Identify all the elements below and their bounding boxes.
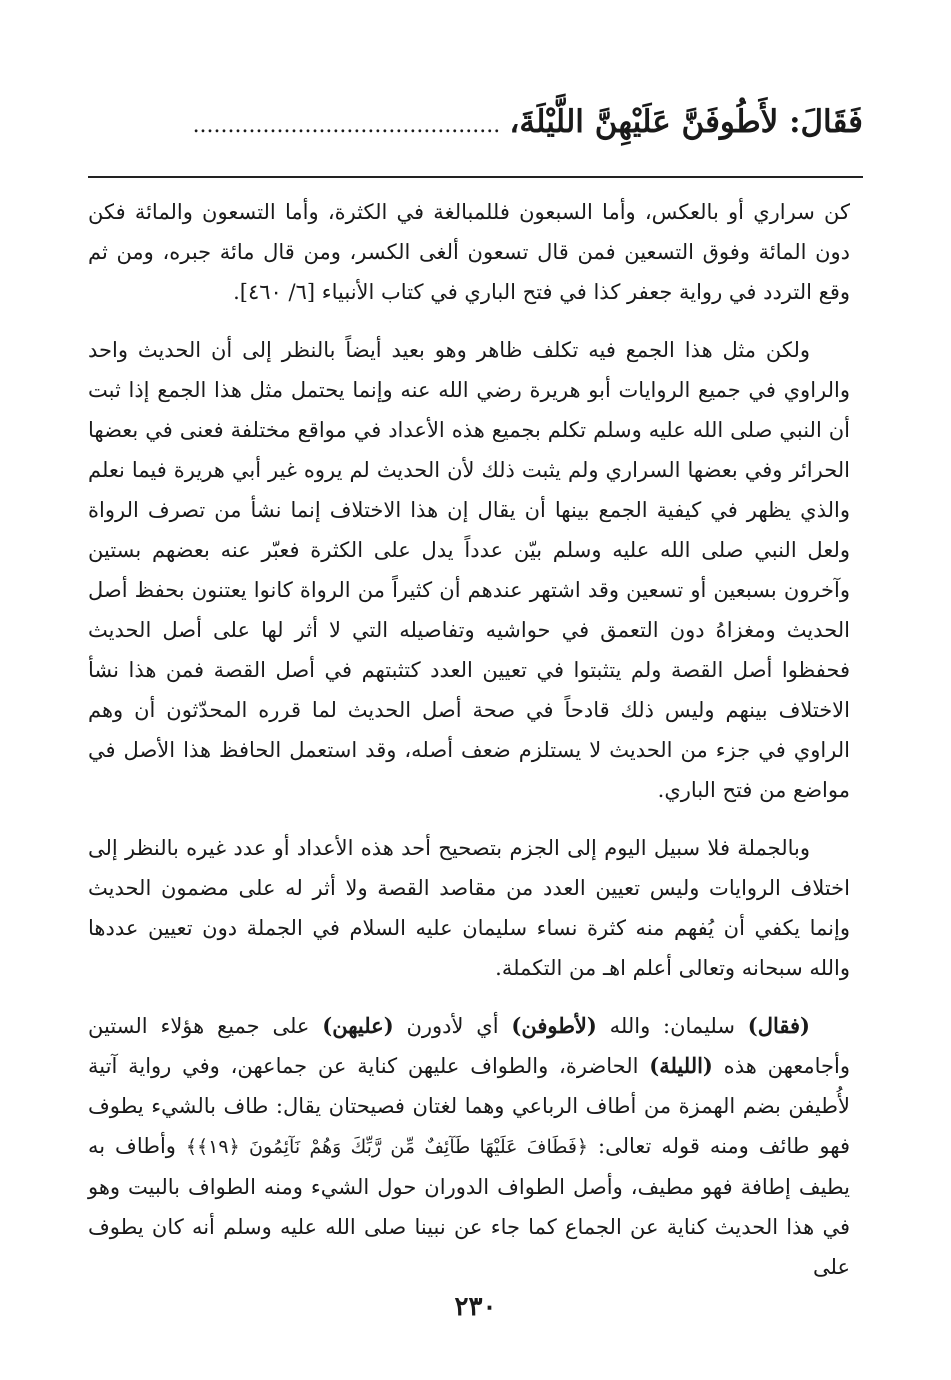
- body-text: [88, 192, 850, 1305]
- header-rule: [88, 176, 863, 178]
- paragraph-4: [88, 1006, 850, 1287]
- paragraph-3: وبالجملة فلا سبيل اليوم إلى الجزم بتصحيح أحد هذه الأعداد أو عدد غيره بالنظر إلى اختلاف الروايات وليس تعيين العدد من مقاصد القصة ولا أثر له على مضمون الحديث وإنما يكفي أن يُفهم منه كثرة نساء سليمان عليه السلام في الجملة دون تعيين عددها والله سبحانه وتعالى أعلم اهـ من التكملة.: [88, 836, 850, 980]
- page-number: ٢٣٠: [454, 1292, 497, 1322]
- text-segment-3: على جميع هؤلاء الستين وأجامعهن هذه: [88, 1014, 850, 1078]
- paragraph-2: ولكن مثل هذا الجمع فيه تكلف ظاهر وهو بعيد أيضاً بالنظر إلى أن الحديث واحد والراوي في جميع الروايات أبو هريرة رضي الله عنه وإنما يحتمل مثل هذا الجمع إذا ثبت أن النبي صلى الله عليه وسلم تكلم بجميع هذه الأعداد في مواقع مختلفة فعنى في بعضها الحرائر وفي بعضها السراري ولم يثبت ذلك لأن الحديث لم يروه غير أبي هريرة فيما نعلم والذي يظهر في كيفية الجمع بينها أن يقال إن هذا الاختلاف إنما نشأ من تصرف الرواة ولعل النبي صلى الله عليه وسلم بيّن عدداً يدل على الكثرة فعبّر عنه بعضهم بستين وآخرون بسبعين أو تسعين وقد اشتهر عندهم أن كثيراً من الرواة كانوا يعتنون بحفظ أصل الحديث ومغزاهُ دون التعمق في حواشيه وتفاصيله التي لا أثر لها على أصل الحديث فحفظوا أصل القصة ولم يتثبتوا في تعيين العدد كتثبتهم في أصل القصة فمن هذا نشأ الاختلاف بينهم وليس ذلك قادحاً في صحة أصل الحديث لما قرره المحدّثون أن وهم الراوي في جزء من الحديث لا يستلزم ضعف أصله، وقد استعمل الحافظ هذا الأصل في مواضع من فتح الباري.: [88, 338, 850, 802]
- quran-verse: ﴿فَطَافَ عَلَيْهَا طَآئِفٌ مِّن رَّبِّكَ وَهُمْ نَآئِمُونَ ﴿١٩﴾﴾: [185, 1136, 589, 1158]
- header-title: فَقَالَ: لأَطُوفَنَّ عَلَيْهِنَّ اللَّيْلَةَ،: [509, 104, 863, 140]
- term-laylah: (الليلة): [649, 1053, 713, 1078]
- header-dots: ............................................: [192, 113, 501, 138]
- text-segment-1: سليمان: والله: [596, 1014, 748, 1038]
- term-latufanna: (لأطوفن): [511, 1013, 597, 1038]
- running-header: [88, 92, 863, 152]
- paragraph-1: كن سراري أو بالعكس، وأما السبعون فللمبالغة في الكثرة، وأما التسعون والمائة فكن دون المائة وفوق التسعين فمن قال تسعون ألغى الكسر، ومن قال مائة جبره، ومن ثم وقع التردد في رواية جعفر كذا في فتح الباري في كتاب الأنبياء [٦/ ٤٦٠].: [88, 200, 850, 304]
- term-faqala: (فقال): [747, 1013, 810, 1038]
- term-alayhinna: (عليهن): [322, 1013, 394, 1038]
- text-segment-5: وأطاف به يطيف إطافة فهو مطيف، وأصل الطواف الدوران حول الشيء ومنه الطواف بالبيت وهو في هذا الحديث كناية عن الجماع كما جاء عن نبينا صلى الله عليه وسلم أنه كان يطوف على: [88, 1134, 850, 1279]
- text-segment-4: الحاضرة، والطواف عليهن كناية عن جماعهن، وفي رواية آتية لأُطيفن بضم الهمزة من أطاف الرباعي وهما لغتان فصيحتان يقال: طاف بالشيء يطوف فهو طائف ومنه قوله تعالى:: [88, 1054, 850, 1158]
- text-segment-2: أي لأدورن: [393, 1014, 512, 1038]
